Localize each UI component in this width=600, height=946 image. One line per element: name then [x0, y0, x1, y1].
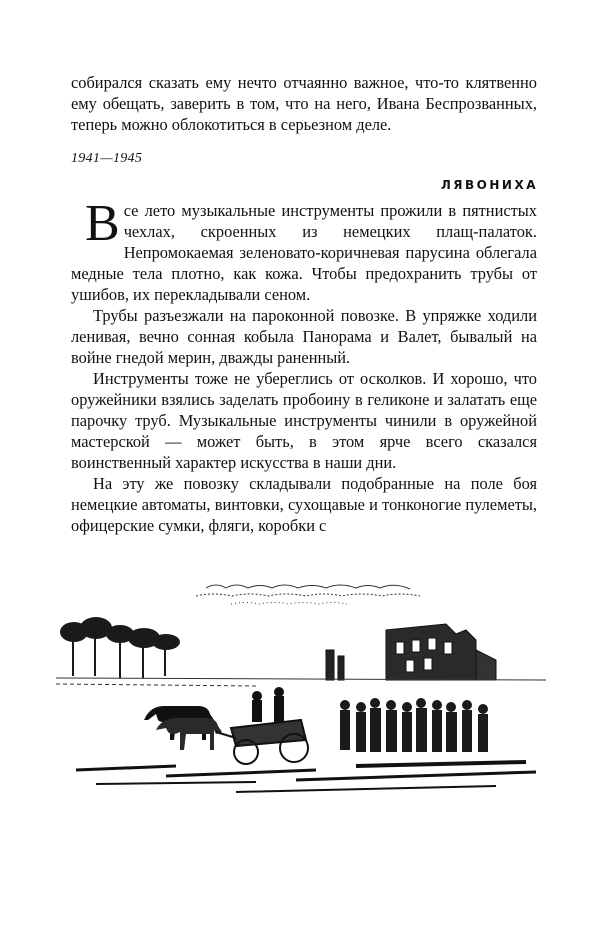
wagon-crew	[252, 687, 284, 722]
trees	[60, 617, 180, 678]
horses	[144, 706, 222, 750]
engraving-illustration	[56, 570, 546, 810]
ground-shadows	[76, 762, 536, 792]
ruined-buildings	[326, 624, 496, 680]
story-body	[71, 195, 537, 536]
paragraph-3: Инструменты тоже не убереглись от осколков. И хорошо, что оружейники взялись заделать пробоину в геликоне и залатать еще парочку труб. Музыкальные инструменты чинили в оружейной мастерской — может быть, в этом ярче всего сказался воинственный характер искусства в наши дни.	[71, 369, 537, 472]
paragraph-1	[71, 195, 537, 305]
soldiers	[340, 698, 488, 752]
wagon	[216, 720, 308, 764]
paragraph-2: Трубы разъезжали на пароконной повозке. В упряжке ходили ленивая, вечно сонная кобыла Панорама и Валет, бывалый на войне гнедой мерин, дважды раненный.	[71, 306, 537, 367]
story-date: 1941—1945	[71, 151, 143, 166]
paragraph-1-text: се лето музыкальные инструменты прожили в пятнистых чехлах, скроенных из немецких плащ-палаток. Непромокаемая зеленовато-коричневая парусина облегала медные тела плотно, как кожа. Чтобы предохранить трубы от ушибов, их перекладывали сеном.	[71, 201, 537, 304]
chapter-title: ЛЯВОНИХА	[440, 178, 538, 192]
previous-story-ending: собирался сказать ему нечто отчаянно важное, что-то клятвенно ему обещать, заверить в том, что на него, Ивана Беспрозванных, теперь можно облокотиться в серьезном деле.	[71, 73, 537, 134]
horizon	[56, 678, 546, 686]
paragraph-4: На эту же повозку складывали подобранные на поле боя немецкие автоматы, винтовки, сухощавые и тонконогие пулеметы, офицерские сумки, фляги, коробки с	[71, 474, 537, 535]
sky-clouds	[196, 585, 420, 604]
drop-cap: В	[85, 195, 120, 252]
